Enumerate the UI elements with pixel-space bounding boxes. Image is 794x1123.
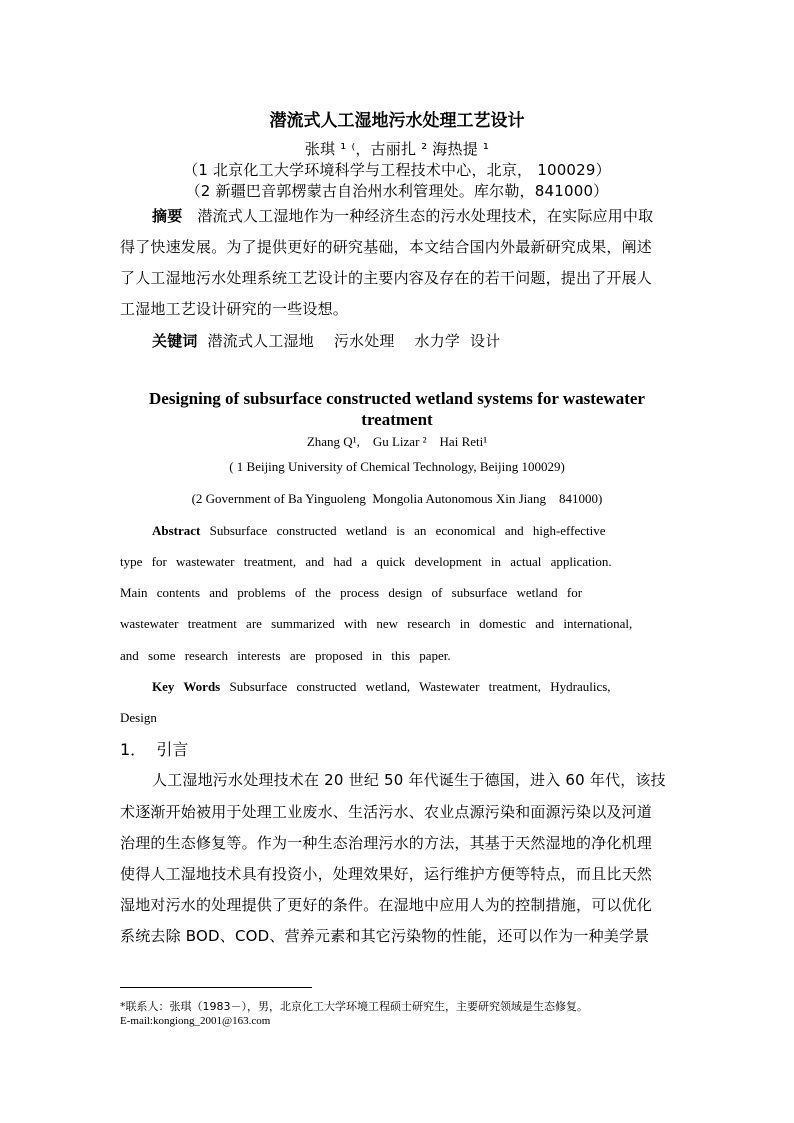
paper-title-en-line-1: Designing of subsurface constructed wetland systems for wastewater bbox=[149, 389, 645, 408]
paper-title-en-line-2: treatment bbox=[361, 410, 433, 429]
abstract-cn-line-4: 工湿地工艺设计研究的一些设想。 bbox=[120, 300, 349, 318]
section-heading-intro: 1． 引言 bbox=[120, 740, 189, 759]
footnote-contact: *联系人：张琪（1983－），男，北京化工大学环境工程硕士研究生，主要研究领域是生态修复。 bbox=[120, 1000, 588, 1013]
affiliation-cn-2: （2 新疆巴音郭楞蒙古自治州水利管理处。库尔勒，841000） bbox=[185, 182, 609, 200]
abstract-en-line-2: type for wastewater treatment, and had a quick development in actual application. bbox=[120, 554, 612, 569]
keywords-cn-label: 关键词 bbox=[152, 332, 198, 350]
authors-cn: 张琪 ¹ ⁽，古丽扎 ² 海热提 ¹ bbox=[304, 140, 490, 158]
abstract-cn-label: 摘要 bbox=[152, 207, 183, 225]
abstract-en-line-3: Main contents and problems of the process design of subsurface wetland for bbox=[120, 585, 583, 600]
abstract-cn-line-3: 了人工湿地污水处理系统工艺设计的主要内容及存在的若干问题，提出了开展人 bbox=[120, 269, 653, 287]
intro-line-1: 人工湿地污水处理技术在 20 世纪 50 年代诞生于德国，进入 60 年代，该技 bbox=[152, 771, 666, 789]
footnote-email: E-mail:kongiong_2001@163.com bbox=[120, 1015, 271, 1027]
keywords-en-label: Key Words bbox=[152, 679, 221, 694]
abstract-en-line-1: Abstract Subsurface constructed wetland is an economical and high-effective bbox=[152, 523, 606, 538]
intro-line-2: 术逐渐开始被用于处理工业废水、生活污水、农业点源污染和面源污染以及河道 bbox=[120, 803, 653, 821]
keywords-en-line-2: Design bbox=[120, 710, 157, 725]
intro-line-4: 使得人工湿地技术具有投资小，处理效果好，运行维护方便等特点，而且比天然 bbox=[120, 865, 653, 883]
intro-line-3: 治理的生态修复等。作为一种生态治理污水的方法，其基于天然湿地的净化机理 bbox=[120, 834, 653, 852]
affiliation-en-1: ( 1 Beijing University of Chemical Technology, Beijing 100029) bbox=[229, 459, 565, 474]
abstract-en-line-4: wastewater treatment are summarized with new research in domestic and international, bbox=[120, 616, 633, 631]
intro-line-5: 湿地对污水的处理提供了更好的条件。在湿地中应用人为的控制措施，可以优化 bbox=[120, 896, 653, 914]
intro-line-6: 系统去除 BOD、COD、营养元素和其它污染物的性能，还可以作为一种美学景 bbox=[120, 927, 650, 945]
keywords-en-line-1: Key Words Subsurface constructed wetland, Wastewater treatment, Hydraulics, bbox=[152, 679, 611, 694]
footnote-divider bbox=[120, 987, 312, 988]
abstract-cn-line-1: 摘要 潜流式人工湿地作为一种经济生态的污水处理技术，在实际应用中取 bbox=[152, 207, 654, 225]
affiliation-cn-1: （1 北京化工大学环境科学与工程技术中心，北京， 100029） bbox=[183, 161, 611, 179]
abstract-en-line-5: and some research interests are proposed in this paper. bbox=[120, 648, 451, 663]
paper-title-cn: 潜流式人工湿地污水处理工艺设计 bbox=[269, 111, 525, 131]
authors-en: Zhang Q¹, Gu Lizar ² Hai Reti¹ bbox=[306, 434, 488, 449]
keywords-cn bbox=[152, 330, 500, 351]
abstract-cn-line-2: 得了快速发展。为了提供更好的研究基础，本文结合国内外最新研究成果，阐述 bbox=[120, 238, 653, 256]
keywords-cn-text: 潜流式人工湿地 污水处理 水力学 设计 bbox=[207, 332, 501, 350]
abstract-en-label: Abstract bbox=[152, 523, 201, 538]
affiliation-en-2: (2 Government of Ba Yinguoleng Mongolia Autonomous Xin Jiang 841000) bbox=[191, 491, 603, 506]
